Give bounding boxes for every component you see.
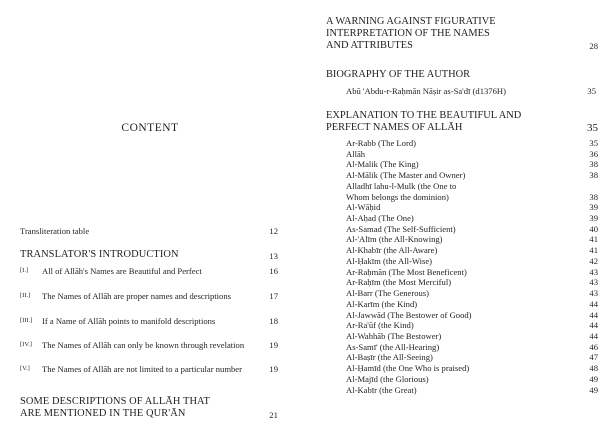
list-item: [346, 385, 598, 396]
name-page: 38: [589, 159, 598, 170]
name-label: Al-Mālik (The Master and Owner): [346, 170, 466, 181]
list-item: [346, 245, 598, 256]
name-page: 36: [589, 148, 598, 159]
name-page: 49: [589, 384, 598, 395]
toc-heading-biography: [326, 69, 598, 81]
name-page: 48: [589, 363, 598, 374]
toc-heading-line: EXPLANATION TO THE BEAUTIFUL AND: [326, 110, 522, 121]
name-label: Al-Malik (The King): [346, 159, 419, 170]
toc-heading-page: 35: [587, 122, 598, 134]
subsection-page: 17: [269, 291, 278, 302]
toc-heading-page: 28: [589, 41, 598, 51]
name-label: Ar-Raḥīm (the Most Merciful): [346, 277, 452, 288]
list-item: [346, 138, 598, 149]
name-label: Al-Baṣīr (the All-Seeing): [346, 352, 433, 363]
name-page: 44: [589, 320, 598, 331]
toc-entry-page: 12: [269, 226, 278, 236]
name-page: 40: [589, 223, 598, 234]
list-item: [346, 352, 598, 363]
toc-entry-label: Transliteration table: [20, 226, 90, 236]
name-label: Al-Ḥakīm (the All-Wise): [346, 255, 433, 266]
subsection-number: [V.]: [20, 365, 30, 372]
list-item: [346, 320, 598, 331]
name-page: 43: [589, 266, 598, 277]
toc-heading-line: INTERPRETATION OF THE NAMES: [326, 28, 490, 39]
toc-heading-page: 13: [269, 250, 278, 261]
subsection-text: The Names of Allāh can only be known through revelation: [42, 340, 245, 350]
subsection-number: [II.]: [20, 292, 31, 299]
name-label: Ar-Ra'ūf (the Kind): [346, 320, 414, 331]
subsection-page: 16: [269, 266, 278, 277]
toc-entry-transliteration: [20, 226, 278, 237]
toc-heading-line: A WARNING AGAINST FIGURATIVE: [326, 16, 496, 27]
list-item: [346, 181, 598, 192]
name-page: 38: [589, 191, 598, 202]
subsection-number: [IV.]: [20, 341, 32, 348]
list-item: [346, 159, 598, 170]
list-item: [346, 149, 598, 160]
subsection-page: 18: [269, 316, 278, 327]
name-label: As-Samī' (the All-Hearing): [346, 341, 440, 352]
name-label: Al-Kabīr (the Great): [346, 384, 417, 395]
name-label: Ar-Rabb (The Lord): [346, 138, 416, 148]
list-item: [346, 277, 598, 288]
toc-subsection-3: [20, 316, 278, 326]
toc-subsection-4: [20, 340, 278, 350]
toc-heading-label: TRANSLATOR'S INTRODUCTION: [20, 249, 179, 260]
name-page: 39: [589, 213, 598, 224]
name-page: 49: [589, 373, 598, 384]
list-item: [346, 234, 598, 245]
list-item: [346, 310, 598, 321]
subsection-text: The Names of Allāh are not limited to a particular number: [42, 364, 242, 374]
list-item: [346, 331, 598, 342]
name-label: Al-Ḥamīd (the One Who is praised): [346, 363, 470, 374]
list-item: [346, 192, 598, 203]
subsection-text: All of Allāh's Names are Beautiful and Perfect: [42, 266, 202, 276]
name-page: 39: [589, 202, 598, 213]
name-page: 43: [589, 288, 598, 299]
list-item: [346, 170, 598, 181]
name-page: 38: [589, 170, 598, 181]
names-list: [346, 138, 598, 395]
toc-heading-line: SOME DESCRIPTIONS OF ALLĀH THAT: [20, 396, 210, 407]
name-label: Al-Khabīr (the All-Aware): [346, 245, 438, 256]
toc-heading-descriptions: [20, 396, 278, 422]
name-label: Al-Jawwād (The Bestower of Good): [346, 309, 472, 320]
toc-heading-line: BIOGRAPHY OF THE AUTHOR: [326, 69, 471, 80]
toc-heading-line: PERFECT NAMES OF ALLĀH: [326, 122, 463, 133]
name-label: Al-Aḥad (The One): [346, 213, 414, 224]
toc-heading-line: AND ATTRIBUTES: [326, 40, 413, 51]
subsection-text: If a Name of Allāh points to manifold descriptions: [42, 316, 216, 326]
name-page: 44: [589, 330, 598, 341]
left-page: [0, 0, 290, 445]
name-page: 35: [589, 138, 598, 148]
name-label: Alladhī lahu-l-Mulk (the One to: [346, 180, 457, 191]
name-page: 41: [589, 245, 598, 256]
right-page: [318, 0, 600, 445]
subsection-page: 19: [269, 364, 278, 375]
name-page: 44: [589, 309, 598, 320]
name-label: Allāh: [346, 148, 366, 159]
subsection-page: 19: [269, 340, 278, 351]
page-title: CONTENT: [121, 122, 179, 134]
list-item: [346, 288, 598, 299]
name-label: Al-Wahhāb (The Bestower): [346, 330, 442, 341]
name-label: Al-Barr (The Generous): [346, 288, 430, 299]
name-page: 43: [589, 277, 598, 288]
list-item: [346, 224, 598, 235]
list-item: [346, 299, 598, 310]
toc-heading-explanation: [326, 110, 598, 134]
toc-entry-label: Abū 'Abdu-r-Raḥmān Nāṣir as-Sa'dī (d1376H): [346, 86, 506, 96]
name-page: 42: [589, 255, 598, 266]
toc-entry-biography-sub: [346, 86, 596, 96]
toc-heading-translator-intro: [20, 249, 278, 261]
name-page: [580, 181, 598, 192]
name-label: Al-Wāḥid: [346, 202, 381, 213]
toc-heading-page: 21: [269, 409, 278, 420]
list-item: [346, 256, 598, 267]
subsection-number: [I.]: [20, 267, 29, 274]
name-page: 41: [589, 234, 598, 245]
list-item: [346, 363, 598, 374]
list-item: [346, 202, 598, 213]
name-label: Al-Karīm (the Kind): [346, 298, 418, 309]
name-label: Al-Majīd (the Glorious): [346, 373, 429, 384]
list-item: [346, 267, 598, 278]
toc-subsection-1: [20, 266, 278, 276]
list-item: [346, 213, 598, 224]
subsection-text: The Names of Allāh are proper names and descriptions: [42, 291, 231, 301]
name-label: Al-'Alīm (the All-Knowing): [346, 234, 443, 245]
toc-subsection-5: [20, 364, 278, 374]
toc-heading-warning: [326, 16, 598, 52]
toc-heading-line: ARE MENTIONED IN THE QUR'ĀN: [20, 408, 186, 419]
name-page: 46: [589, 341, 598, 352]
list-item: [346, 374, 598, 385]
toc-entry-page: 35: [587, 86, 596, 96]
list-item: [346, 342, 598, 353]
toc-subsection-2: [20, 291, 278, 301]
name-label: Whom belongs the dominion): [346, 191, 449, 202]
name-label: As-Samad (The Self-Sufficient): [346, 223, 456, 234]
name-page: 47: [589, 352, 598, 363]
name-label: Ar-Raḥmān (The Most Beneficent): [346, 266, 467, 277]
subsection-number: [III.]: [20, 317, 33, 324]
name-page: 44: [589, 298, 598, 309]
